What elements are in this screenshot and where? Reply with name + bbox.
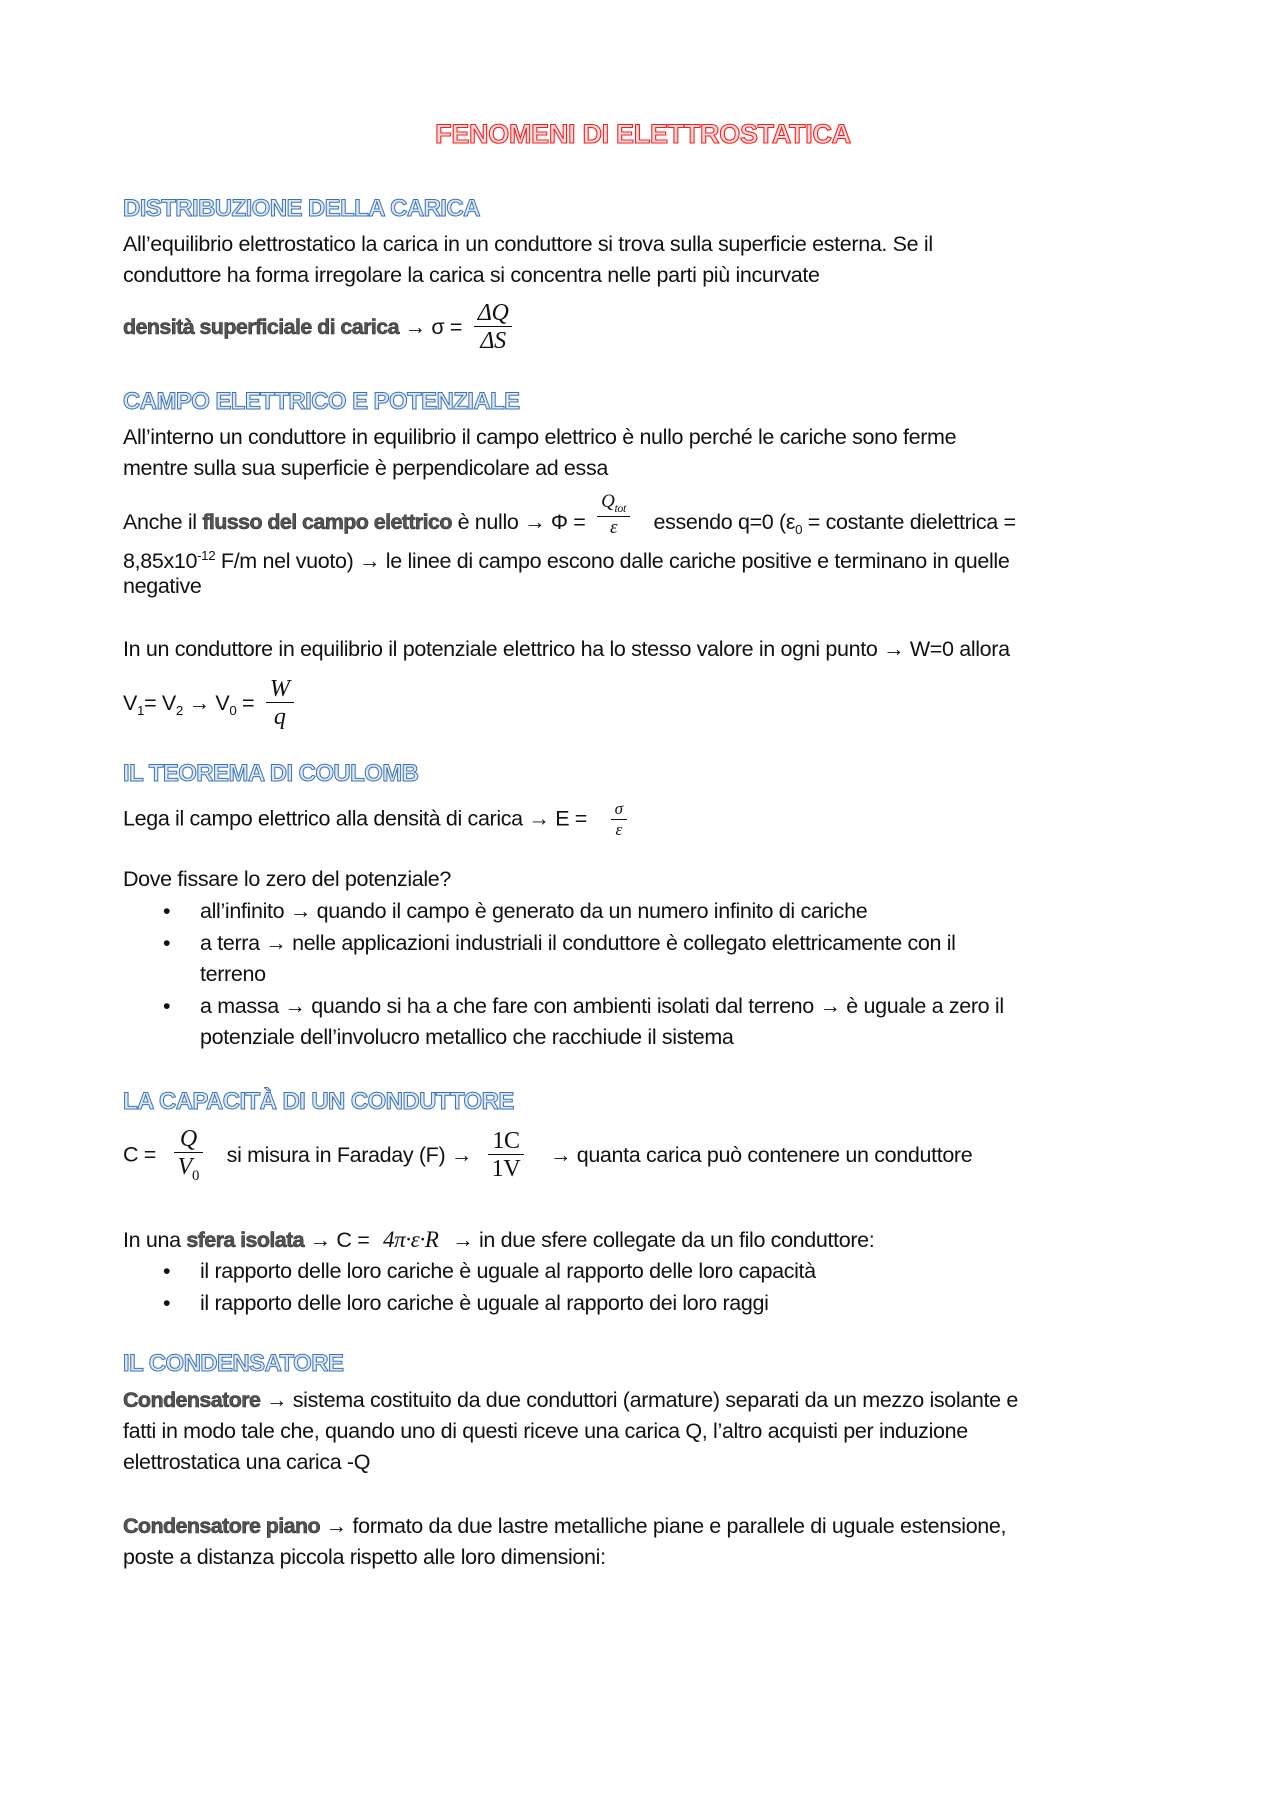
subscript: 0 — [229, 703, 237, 719]
text: = — [236, 690, 260, 715]
text: 8,85x10 — [123, 549, 198, 574]
numerator: W — [266, 676, 294, 703]
text: → V — [182, 690, 230, 715]
subscript: 2 — [175, 703, 183, 719]
numerator: σ — [611, 800, 627, 820]
text: a terra → nelle applicazioni industriali il conduttore è collegato elettricamente con il — [200, 930, 956, 955]
paragraph-line: poste a distanza piccola rispetto alle loro dimensioni: — [123, 1545, 606, 1569]
text: a massa → quando si ha a che fare con ambienti isolati dal terreno → è uguale a zero il — [200, 993, 1004, 1018]
paragraph-line: All’equilibrio elettrostatico la carica in un conduttore si trova sulla superficie esterna. Se il — [123, 232, 933, 256]
heading-campo: CAMPO ELETTRICO E POTENZIALE — [123, 388, 520, 415]
heading-condensatore: IL CONDENSATORE — [123, 1350, 344, 1377]
denominator: ε — [615, 819, 622, 839]
fraction — [174, 1126, 203, 1186]
list-item — [123, 928, 1004, 991]
subscript: tot — [614, 501, 626, 515]
heading-distribuzione: DISTRIBUZIONE DELLA CARICA — [123, 195, 480, 222]
paragraph-line: All’interno un conduttore in equilibrio il campo elettrico è nullo perché le cariche sono ferme — [123, 425, 957, 449]
text: C = — [123, 1142, 162, 1167]
paragraph-line — [123, 1511, 1006, 1543]
paragraph-line — [123, 1385, 1018, 1417]
text: potenziale dell’involucro metallico che racchiude il sistema — [200, 1025, 734, 1049]
text: = costante dielettrica = — [802, 509, 1016, 534]
fraction — [266, 676, 294, 732]
text: F/m nel vuoto) → le linee di campo escono dalle cariche positive e terminano in quelle — [215, 549, 1010, 574]
bold-term: densità superficiale di carica — [123, 314, 399, 339]
text: → in due sfere collegate da un filo conduttore: — [446, 1228, 875, 1252]
numerator — [597, 492, 630, 517]
paragraph-sphere — [123, 1224, 874, 1257]
list-item: • il rapporto delle loro cariche è uguale al rapporto dei loro raggi — [123, 1288, 816, 1320]
formula-capacity — [123, 1126, 972, 1186]
numerator: 1C — [488, 1128, 525, 1155]
text: → sistema costituito da due conduttori (armature) separati da un mezzo isolante e — [260, 1388, 1018, 1412]
text: si misura in Faraday (F) → — [226, 1142, 478, 1167]
bold-term: Condensatore — [123, 1388, 261, 1412]
fraction — [474, 300, 513, 356]
bullet-list — [123, 1256, 816, 1319]
page-title: FENOMENI DI ELETTROSTATICA — [435, 119, 851, 149]
subscript: 0 — [795, 522, 803, 538]
text: Anche il — [123, 509, 203, 534]
denominator: ΔS — [480, 328, 506, 355]
denominator: 1V — [491, 1156, 521, 1183]
bullet-list — [123, 896, 1004, 1054]
formula-density — [123, 300, 518, 356]
text: = V — [144, 690, 176, 715]
bold-term: sfera isolata — [186, 1228, 304, 1252]
subscript: 0 — [191, 1168, 200, 1185]
symbol: Q — [601, 491, 615, 512]
text: Lega il campo elettrico alla densità di carica → E = — [123, 806, 593, 831]
text: → quanta carica può contenere un conduttore — [549, 1142, 973, 1167]
paragraph-line: Dove fissare lo zero del potenziale? — [123, 867, 452, 891]
list-item — [123, 991, 1004, 1054]
paragraph-line: negative — [123, 574, 202, 598]
formula-flux — [123, 492, 1016, 546]
formula: 4π·ε·R — [383, 1227, 439, 1252]
denominator: ε — [609, 516, 618, 538]
bold-term: flusso del campo elettrico — [202, 509, 452, 534]
denominator: q — [273, 704, 286, 731]
text: V — [123, 690, 137, 715]
paragraph-line: elettrostatica una carica -Q — [123, 1450, 371, 1474]
heading-coulomb: IL TEOREMA DI COULOMB — [123, 760, 419, 787]
numerator: ΔQ — [474, 300, 513, 327]
paragraph-line: conduttore ha forma irregolare la carica si concentra nelle parti più incurvate — [123, 263, 820, 287]
text: essendo q=0 (ε — [653, 509, 796, 534]
text: → formato da due lastre metalliche piane e parallele di uguale estensione, — [320, 1514, 1007, 1538]
fraction — [611, 800, 627, 840]
bold-term: Condensatore piano — [123, 1514, 321, 1538]
list-item: • il rapporto delle loro cariche è uguale al rapporto delle loro capacità — [123, 1256, 816, 1288]
fraction — [488, 1128, 525, 1184]
list-item: • all’infinito → quando il campo è generato da un numero infinito di cariche — [123, 896, 1004, 928]
symbol: V — [177, 1154, 192, 1181]
paragraph-line — [123, 540, 1009, 578]
formula-coulomb — [123, 800, 633, 840]
text: è nullo → Φ = — [451, 509, 592, 534]
numerator: Q — [174, 1126, 203, 1153]
superscript: -12 — [197, 548, 216, 563]
paragraph-line: fatti in modo tale che, quando uno di questi riceve una carica Q, l’altro acquisti per induzione — [123, 1419, 968, 1443]
denominator — [174, 1153, 203, 1186]
fraction — [597, 492, 630, 540]
text: In una — [123, 1228, 187, 1252]
text: → C = — [304, 1228, 376, 1252]
paragraph-line: In un conduttore in equilibrio il potenziale elettrico ha lo stesso valore in ogni punto → W=0 allora — [123, 637, 1010, 661]
text: terreno — [200, 962, 266, 986]
heading-capacita: LA CAPACITÀ DI UN CONDUTTORE — [123, 1088, 514, 1115]
subscript: 1 — [137, 703, 145, 719]
formula-potential — [123, 676, 300, 732]
formula-text: → σ = — [398, 314, 468, 339]
paragraph-line: mentre sulla sua superficie è perpendicolare ad essa — [123, 456, 608, 480]
